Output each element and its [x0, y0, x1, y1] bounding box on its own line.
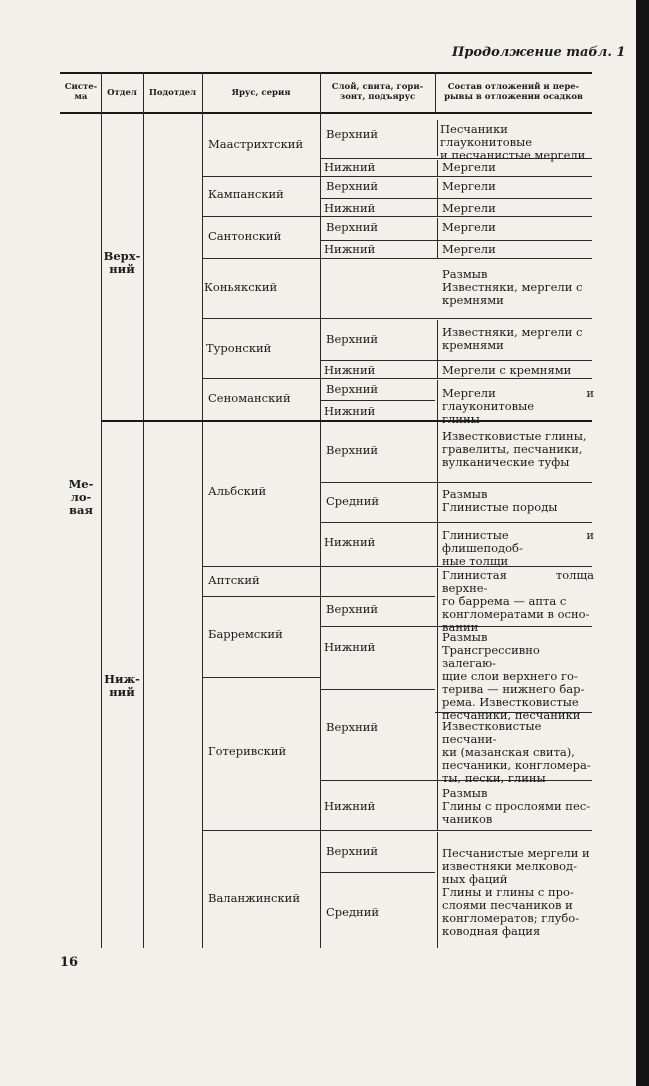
layer-valanzh-upper: Верхний: [326, 844, 379, 858]
stage-turon: Туронский: [206, 341, 272, 355]
stage-santon: Сантонский: [208, 229, 282, 243]
layer-rule: [320, 596, 435, 597]
layer-rule: [320, 689, 435, 690]
stage-campan: Кампанский: [208, 187, 284, 201]
department-upper: Верх- ний: [103, 249, 141, 276]
layer-turon-lower: Нижний: [324, 363, 376, 377]
stage-coniac: Коньякский: [204, 280, 278, 294]
header-layer: Слой, свита, гори- зонт, подъярус: [331, 82, 424, 102]
layer-rule: [320, 522, 592, 523]
stage-goteriv: Готеривский: [208, 744, 287, 758]
composition-santon-upper: Мергели: [442, 220, 496, 234]
composition-maastricht-lower: Мергели: [442, 160, 496, 174]
composition-turon-upper: Известняки, мергели с кремнями: [442, 325, 583, 352]
composition-maastricht-upper: Песчаники глауконитовые и песчанистые мергели: [440, 122, 586, 162]
layer-divider: [437, 320, 438, 378]
table-top-rule: [60, 72, 592, 74]
layer-divider: [437, 568, 438, 830]
layer-campan-lower: Нижний: [324, 201, 376, 215]
layer-goteriv-lower: Нижний: [324, 799, 376, 813]
table-caption: Продолжение табл. 1: [452, 45, 626, 60]
composition-alb-middle: Размыв Глинистые породы: [442, 487, 558, 514]
stage-alb: Альбский: [208, 484, 267, 498]
layer-maastricht-lower: Нижний: [324, 160, 376, 174]
layer-divider: [437, 160, 438, 176]
stage-rule: [202, 596, 320, 597]
layer-turon-upper: Верхний: [326, 332, 379, 346]
stage-rule: [202, 677, 320, 678]
layer-divider: [437, 218, 438, 258]
composition-barrem-lower: Размыв Трансгрессивно залегаю- щие слои верхнего го- терива — нижнего бар- рема. Известковистые песчаники, песчаники: [442, 630, 585, 722]
layer-alb-upper: Верхний: [326, 443, 379, 457]
layer-campan-upper: Верхний: [326, 179, 379, 193]
header-subdepartment: Подотдел: [148, 88, 197, 98]
header-system: Систе- ма: [64, 82, 98, 102]
composition-apt-barrem: Глинистая толща верхне- го баррема — апта с конгломератами в осно- вании: [442, 568, 594, 634]
layer-rule: [320, 198, 592, 199]
layer-divider: [437, 178, 438, 216]
header-bottom-rule: [60, 112, 592, 114]
column-divider-stage: [320, 72, 321, 948]
composition-campan-upper: Мергели: [442, 179, 496, 193]
composition-turon-lower: Мергели с кремнями: [442, 363, 572, 377]
composition-goteriv-upper: Известковистые песчани- ки (мазанская свита), песчаники, конгломера- ты, пески, глины: [442, 719, 591, 785]
stage-cenoman: Сеноманский: [208, 391, 291, 405]
page-number: 16: [60, 955, 79, 970]
stage-rule: [202, 378, 592, 379]
layer-divider: [437, 120, 438, 156]
layer-cenoman-upper: Верхний: [326, 382, 379, 396]
department-lower: Ниж- ний: [104, 672, 140, 699]
layer-goteriv-upper: Верхний: [326, 720, 379, 734]
composition-alb-lower: Глинистые и флишеподоб- ные толщи: [442, 528, 594, 568]
header-composition: Состав отложений и пере- рывы в отложении осадков: [444, 82, 583, 102]
layer-rule: [320, 240, 592, 241]
layer-santon-lower: Нижний: [324, 242, 376, 256]
stage-barrem: Барремский: [208, 627, 283, 641]
stage-rule: [202, 176, 592, 177]
stage-rule: [202, 258, 592, 259]
layer-rule: [320, 482, 592, 483]
stage-rule: [202, 216, 592, 217]
stage-maastricht: Маастрихтский: [208, 137, 304, 151]
layer-santon-upper: Верхний: [326, 220, 379, 234]
page-edge-shadow: [636, 0, 649, 1086]
column-divider-department: [143, 72, 144, 948]
composition-goteriv-lower: Размыв Глины с прослоями пес- чаников: [442, 786, 591, 826]
stage-valanzh: Валанжинский: [208, 891, 300, 905]
composition-campan-lower: Мергели: [442, 201, 496, 215]
composition-cenoman: Мергели и глауконитовые глины: [442, 386, 594, 426]
composition-coniac: Размыв Известняки, мергели с кремнями: [442, 267, 583, 307]
composition-santon-lower: Мергели: [442, 242, 496, 256]
layer-rule: [320, 400, 435, 401]
layer-alb-middle: Средний: [326, 494, 380, 508]
layer-alb-lower: Нижний: [324, 535, 376, 549]
header-department: Отдел: [107, 88, 137, 98]
column-divider-subdepartment: [202, 72, 203, 948]
stage-rule: [202, 318, 592, 319]
layer-barrem-upper: Верхний: [326, 602, 379, 616]
stage-rule: [202, 830, 592, 831]
layer-barrem-lower: Нижний: [324, 640, 376, 654]
layer-valanzh-middle: Средний: [326, 905, 380, 919]
layer-divider: [437, 380, 438, 420]
layer-maastricht-upper: Верхний: [326, 127, 379, 141]
layer-cenoman-lower: Нижний: [324, 404, 376, 418]
composition-alb-upper: Известковистые глины, гравелиты, песчаники, вулканические туфы: [442, 429, 587, 469]
layer-rule: [320, 872, 435, 873]
system-label: Ме- ло- вая: [68, 477, 94, 517]
header-stage: Ярус, серия: [231, 88, 291, 98]
layer-rule: [320, 360, 592, 361]
layer-divider: [437, 422, 438, 566]
stage-apt: Аптский: [208, 573, 260, 587]
layer-divider: [437, 832, 438, 948]
composition-valanzh: Песчанистые мергели и известняки мелковод- ных фаций Глины и глины с про- слоями песчаников и конгломератов; глубо- ководная фация: [442, 846, 590, 938]
